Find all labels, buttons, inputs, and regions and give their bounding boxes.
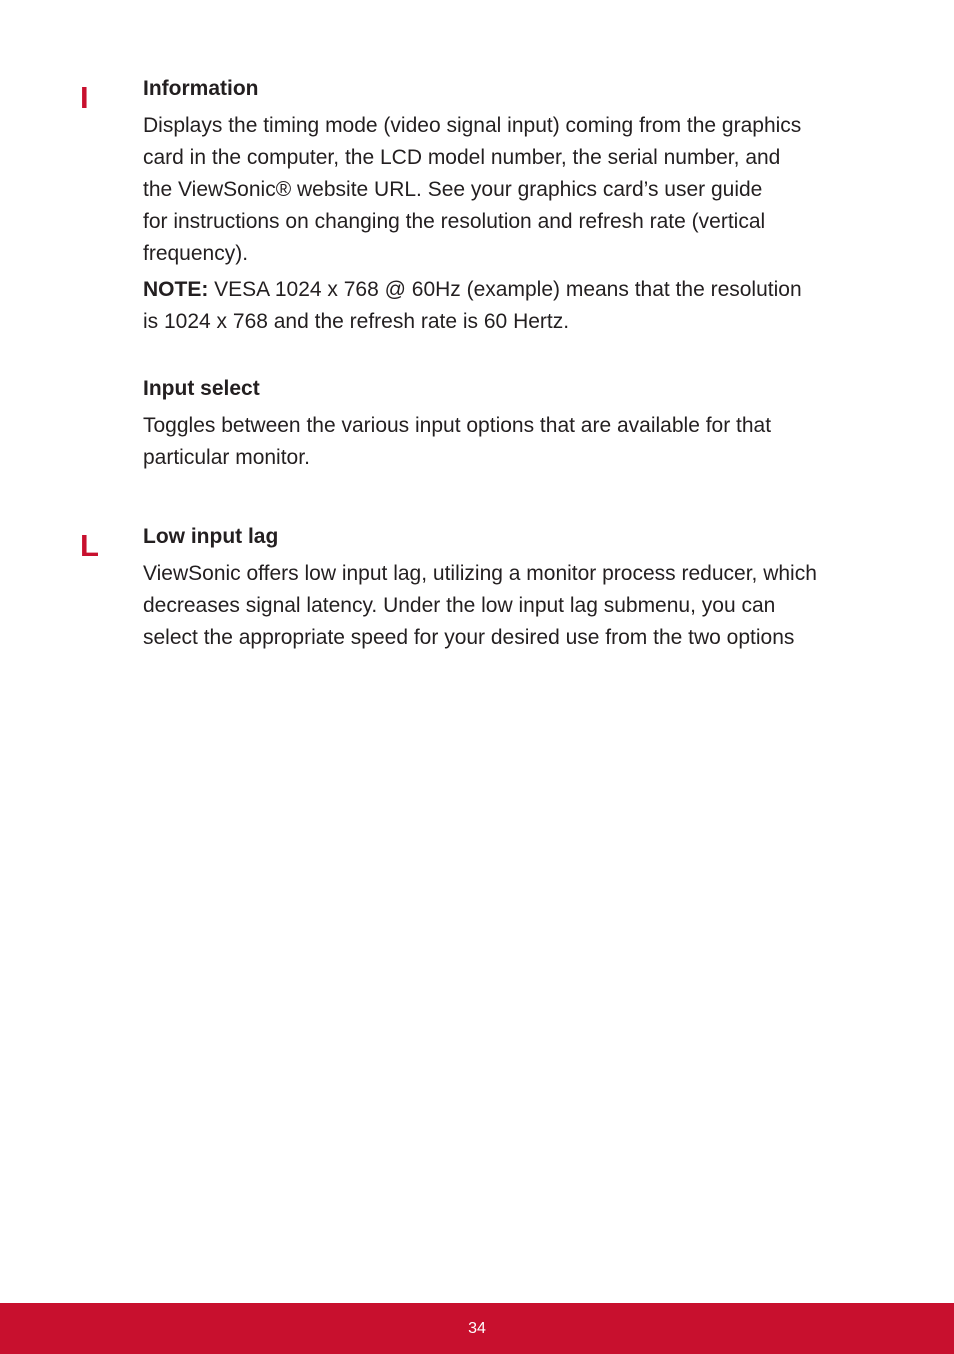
note-label: NOTE: <box>143 278 209 301</box>
body-line: frequency). <box>143 242 249 265</box>
page-number: 34 <box>468 1320 486 1337</box>
section-title: Input select <box>143 377 260 400</box>
section-input-select <box>143 376 883 478</box>
body-line: Displays the timing mode (video signal input) coming from the graphics <box>143 114 802 137</box>
body-line: card in the computer, the LCD model number, the serial number, and <box>143 146 781 169</box>
body-line: ViewSonic offers low input lag, utilizing a monitor process reducer, which <box>143 562 817 585</box>
body-line: decreases signal latency. Under the low input lag submenu, you can <box>143 594 776 617</box>
body-line: Toggles between the various input options that are available for that <box>143 414 772 437</box>
body-line: the ViewSonic® website URL. See your graphics card’s user guide <box>143 178 763 201</box>
index-letter-l: L <box>80 528 99 563</box>
section-body <box>143 558 883 654</box>
section-body <box>143 110 883 270</box>
note-line: VESA 1024 x 768 @ 60Hz (example) means that the resolution <box>208 278 802 301</box>
section-low-input-lag <box>143 524 883 658</box>
section-title: Low input lag <box>143 525 279 548</box>
body-line: select the appropriate speed for your desired use from the two options <box>143 626 795 649</box>
section-information <box>143 76 883 342</box>
section-body <box>143 410 883 474</box>
page-footer <box>0 1303 954 1354</box>
note-line: is 1024 x 768 and the refresh rate is 60 Hertz. <box>143 310 570 333</box>
body-line: particular monitor. <box>143 446 310 469</box>
section-title: Information <box>143 77 259 100</box>
index-letter-i: I <box>80 80 89 115</box>
note-paragraph <box>143 274 883 338</box>
body-line: for instructions on changing the resolution and refresh rate (vertical <box>143 210 766 233</box>
